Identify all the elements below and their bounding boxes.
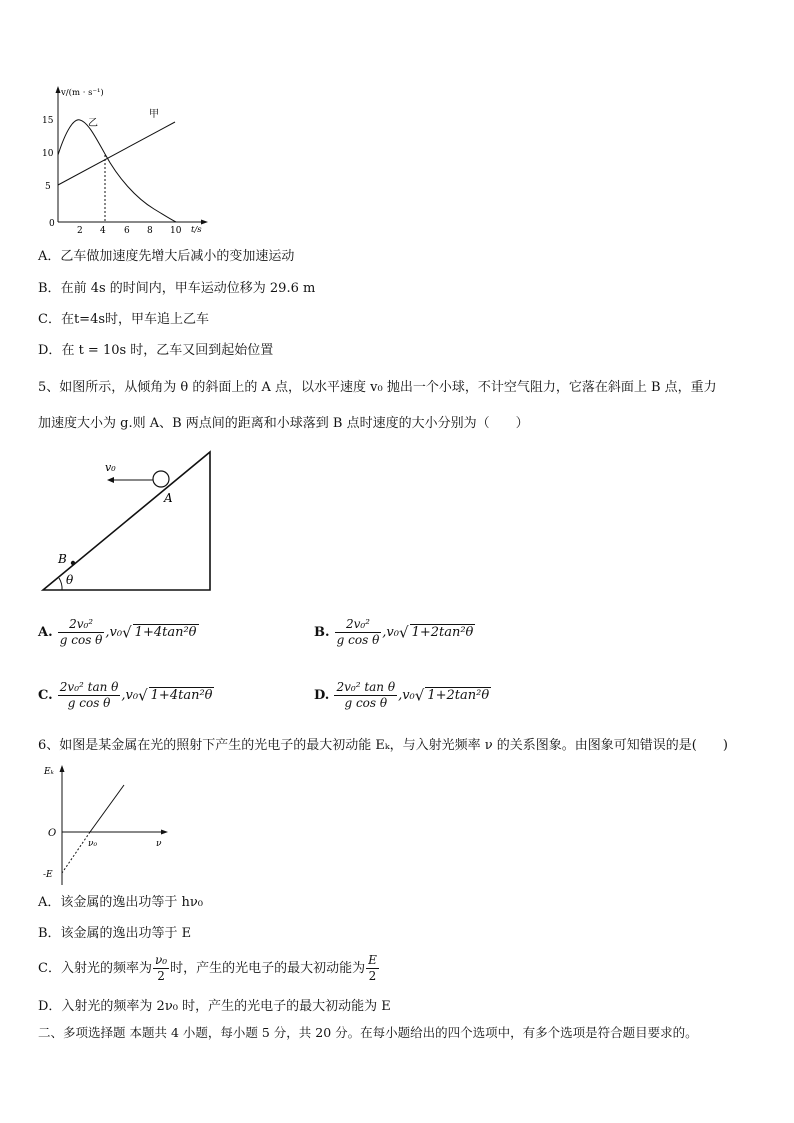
ek-line — [90, 785, 124, 832]
ek-line-extension — [62, 832, 90, 873]
radical-sign: √ — [138, 686, 148, 705]
numerator: E — [368, 953, 377, 967]
numerator: 2v₀² tan θ — [336, 680, 396, 694]
x-tick-4: 4 — [100, 226, 106, 236]
fraction — [335, 617, 382, 648]
q5-option-b[interactable] — [314, 617, 475, 648]
option-text: 乙车做加速度先增大后减小的变加速运动 — [60, 249, 295, 264]
q5-incline-figure — [40, 450, 220, 595]
q4-option-a[interactable] — [38, 248, 294, 266]
curve-yi — [58, 120, 176, 222]
label-nu: ν — [156, 839, 162, 849]
option-text: 时，产生的光电子的最大初动能为 — [170, 961, 366, 976]
y-tick-10: 10 — [42, 149, 54, 159]
q6-option-b[interactable]: B．该金属的逸出功等于 E — [38, 926, 192, 941]
x-tick-2: 2 — [77, 226, 83, 236]
option-letter: B. — [314, 625, 330, 640]
q4-option-b[interactable] — [38, 280, 315, 298]
velocity-arrowhead — [107, 477, 114, 483]
numerator: 2v₀² — [345, 617, 370, 631]
q5-option-a[interactable] — [38, 617, 199, 648]
x-tick-10: 10 — [170, 226, 182, 236]
radicand: 1+2tan²θ — [427, 688, 490, 703]
numerator: 2v₀² tan θ — [59, 680, 119, 694]
radicand: 1+4tan²θ — [150, 688, 213, 703]
y-axis-arrow — [56, 86, 61, 93]
y-tick-5: 5 — [45, 182, 51, 192]
q4-option-d[interactable] — [38, 342, 273, 360]
q6-stem: 6、如图是某金属在光的照射下产生的光电子的最大初动能 Eₖ，与入射光频率 ν 的关系图象。由图象可知错误的是( ) — [38, 738, 728, 753]
denominator: g cos θ — [59, 633, 103, 647]
x-tick-8: 8 — [147, 226, 153, 236]
incline-triangle — [43, 452, 210, 590]
option-letter: A． — [38, 249, 61, 264]
option-letter: A. — [38, 625, 53, 640]
q4-option-c[interactable] — [38, 311, 209, 329]
fraction — [334, 680, 397, 711]
radical-sign: √ — [122, 623, 132, 642]
option-letter: C. — [38, 688, 53, 703]
y-axis-label: v/(m · s⁻¹) — [61, 88, 104, 98]
x-axis-arrow — [161, 830, 168, 835]
y-tick-0: 0 — [49, 219, 55, 229]
denominator: 2 — [366, 968, 379, 984]
label-A: A — [164, 491, 173, 505]
denominator: g cos θ — [58, 695, 121, 711]
q5-option-c[interactable] — [38, 680, 214, 711]
line-jia — [58, 122, 175, 185]
radicand: 1+2tan²θ — [411, 625, 474, 640]
q5-option-d[interactable] — [314, 680, 491, 711]
numerator: ν₀ — [154, 953, 168, 967]
option-text: 在t=4s时，甲车追上乙车 — [60, 312, 210, 327]
section-2-heading: 二、多项选择题 本题共 4 小题，每小题 5 分，共 20 分。在每小题给出的四个选项中，有多个选项是符合题目要求的。 — [38, 1025, 698, 1040]
option-letter: B． — [38, 281, 61, 296]
tail: ,v₀ — [398, 688, 415, 703]
q5-stem-line2: 加速度大小为 g.则 A、B 两点间的距离和小球落到 B 点时速度的大小分别为（ ） — [38, 416, 529, 431]
y-axis-arrow — [60, 765, 65, 772]
option-text: C．入射光的频率为 — [38, 961, 152, 976]
x-axis-label: t/s — [191, 225, 202, 235]
tail: ,v₀ — [121, 688, 139, 703]
label-O: O — [48, 828, 57, 839]
x-tick-6: 6 — [124, 226, 130, 236]
ball — [153, 471, 169, 487]
q5-stem-line1: 5、如图所示，从倾角为 θ 的斜面上的 A 点，以水平速度 v₀ 抛出一个小球，不计空气阻力，它落在斜面上 B 点，重力 — [38, 380, 717, 395]
radical-sign: √ — [414, 686, 425, 705]
tail: ,v₀ — [382, 625, 399, 640]
denominator: g cos θ — [334, 695, 397, 711]
q6-option-d[interactable]: D．入射光的频率为 2ν₀ 时，产生的光电子的最大初动能为 E — [38, 999, 391, 1014]
label-yi: 乙 — [88, 118, 98, 129]
label-v0: v₀ — [105, 461, 116, 474]
fraction — [58, 617, 105, 648]
fraction-e-half — [366, 953, 379, 984]
fraction — [58, 680, 121, 711]
label-Ek: Eₖ — [44, 767, 54, 777]
tail: ,v₀ — [105, 625, 123, 640]
label-v0: ν₀ — [88, 839, 98, 849]
q6-option-c[interactable] — [38, 953, 380, 985]
label-negE: -E — [43, 870, 53, 880]
x-axis-arrow — [201, 220, 208, 225]
label-B: B — [58, 552, 67, 566]
radical-sign: √ — [399, 623, 409, 642]
q4-vt-graph — [30, 82, 220, 237]
radicand: 1+4tan²θ — [134, 625, 197, 640]
option-letter: D． — [38, 343, 62, 358]
option-text: 在前 4s 的时间内，甲车运动位移为 29.6 m — [60, 281, 316, 296]
fraction-v0-half — [153, 953, 169, 984]
q6-ek-graph — [38, 760, 178, 890]
denominator: 2 — [153, 968, 169, 984]
q6-option-a[interactable]: A．该金属的逸出功等于 hν₀ — [38, 895, 204, 910]
label-theta: θ — [66, 573, 74, 587]
theta-arc — [59, 578, 62, 590]
numerator: 2v₀² — [69, 617, 94, 631]
y-tick-15: 15 — [42, 116, 54, 126]
point-B — [71, 561, 75, 565]
denominator: g cos θ — [336, 633, 380, 647]
option-letter: D. — [314, 688, 330, 703]
option-text: 在 t = 10s 时，乙车又回到起始位置 — [61, 343, 274, 358]
label-jia: 甲 — [149, 109, 159, 120]
option-letter: C． — [38, 312, 61, 327]
